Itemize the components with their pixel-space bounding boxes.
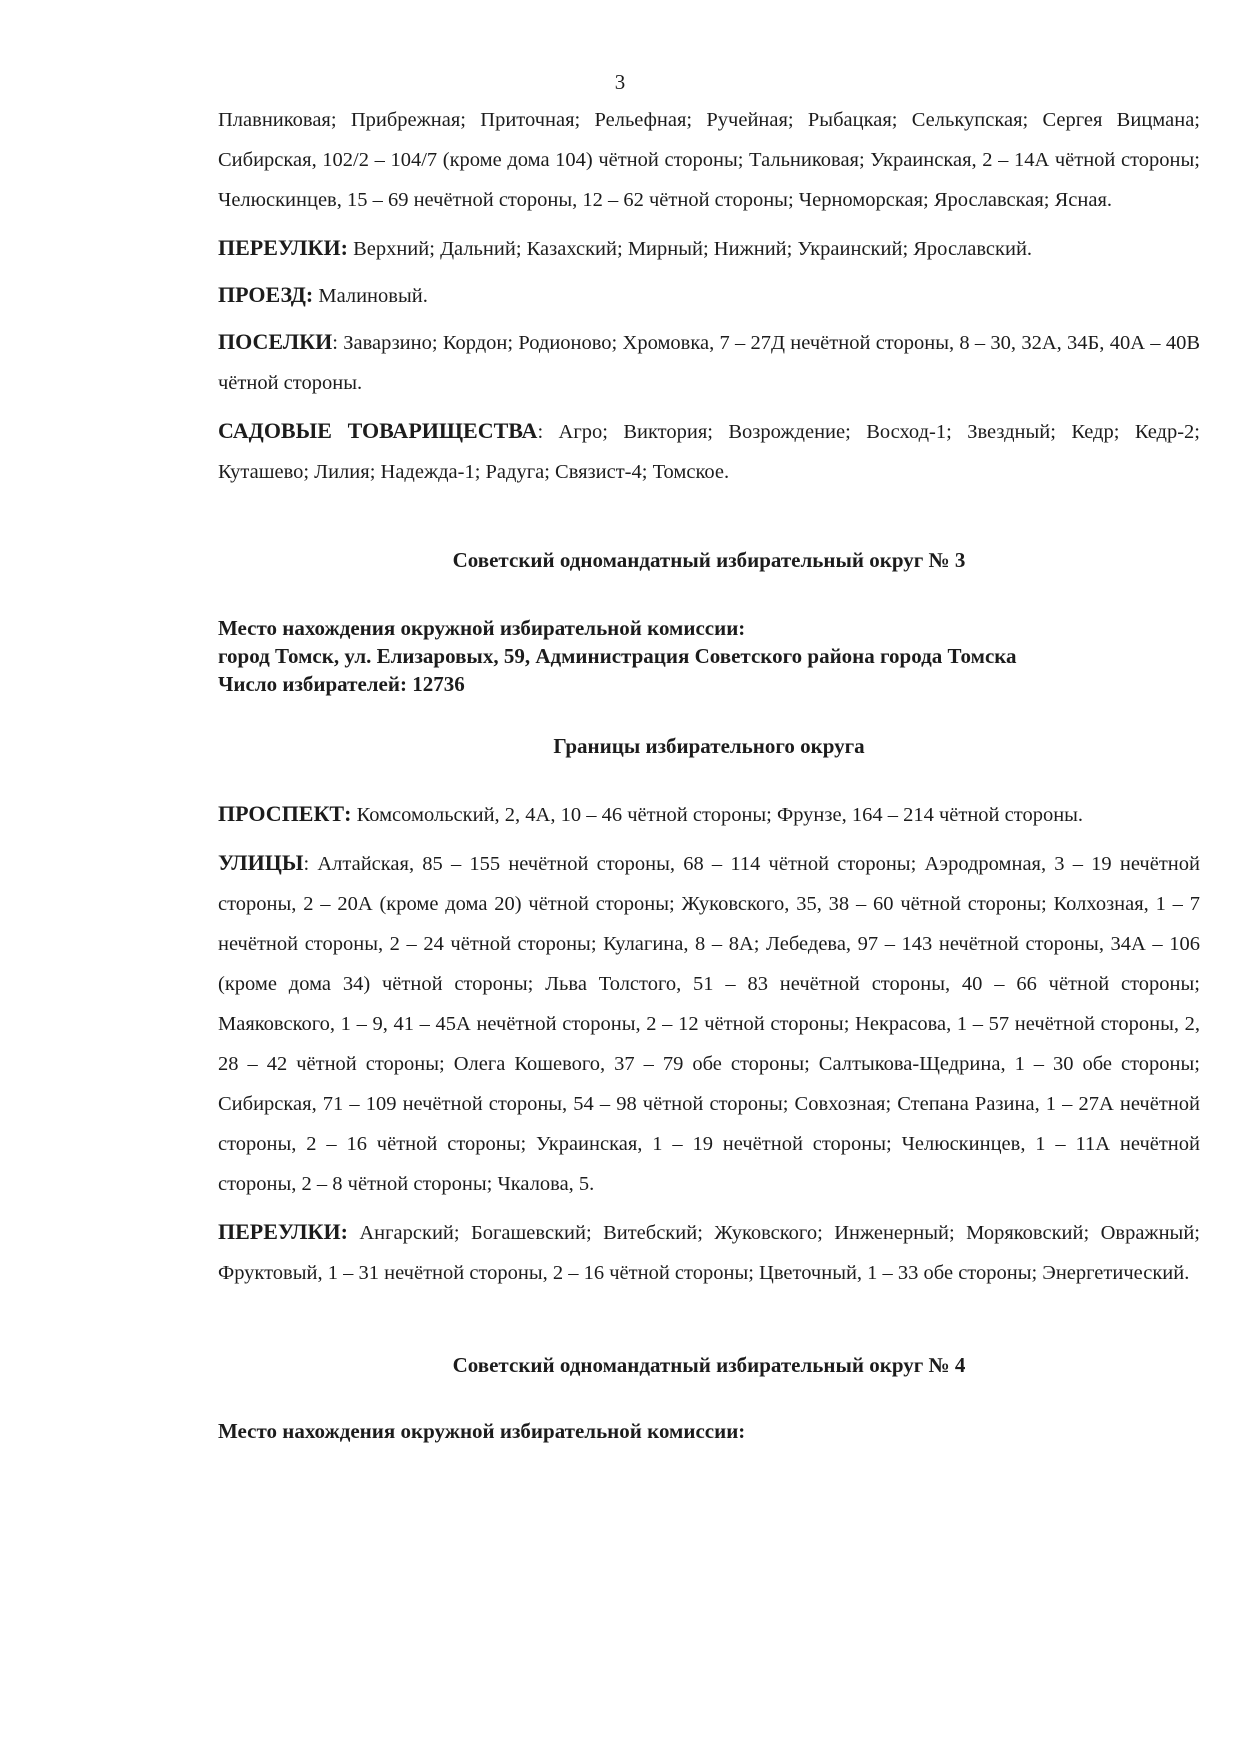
- district-3-lanes-text: Ангарский; Богашевский; Витебский; Жуковского; Инженерный; Моряковский; Овражный; Фруктовый, 1 – 31 нечётной стороны, 2 – 16 чётной стороны; Цветочный, 1 – 33 обе стороны; Энергетический.: [218, 1222, 1200, 1284]
- gardens-label: САДОВЫЕ ТОВАРИЩЕСТВА: [218, 418, 538, 443]
- district-3-avenue-paragraph: [218, 794, 1200, 835]
- district-3-boundaries-title: Границы избирательного округа: [553, 734, 865, 758]
- settlements-text: : Заварзино; Кордон; Родионово; Хромовка, 7 – 27Д нечётной стороны, 8 – 30, 32А, 34Б, 40А – 40В чётной стороны.: [218, 332, 1200, 394]
- gardens-text: : Агро; Виктория; Возрождение; Восход-1; Звездный; Кедр; Кедр-2; Куташево; Лилия; Надежда-1; Радуга; Связист-4; Томское.: [218, 421, 1200, 483]
- gardens-paragraph: [218, 411, 1200, 492]
- district-4-commission-label: Место нахождения окружной избирательной комиссии:: [218, 1419, 746, 1443]
- district-3-commission-address: город Томск, ул. Елизаровых, 59, Администрация Советского района города Томска: [218, 644, 1017, 668]
- page-number: 3: [614, 70, 626, 94]
- district-3-lanes-label: ПЕРЕУЛКИ:: [218, 1219, 348, 1244]
- lanes-text: Верхний; Дальний; Казахский; Мирный; Нижний; Украинский; Ярославский.: [347, 238, 1033, 260]
- district-4-title: Советский одномандатный избирательный округ № 4: [452, 1353, 966, 1377]
- passage-paragraph: [218, 275, 1200, 316]
- district-3-lanes-paragraph: [218, 1212, 1200, 1293]
- lanes-label: ПЕРЕУЛКИ:: [218, 235, 348, 260]
- streets-continuation: Плавниковая; Прибрежная; Приточная; Рельефная; Ручейная; Рыбацкая; Селькупская; Сергея Вицмана; Сибирская, 102/2 – 104/7 (кроме дома 104) чётной стороны; Тальниковая; Украинская, 2 – 14А чётной стороны; Челюскинцев, 15 – 69 нечётной стороны, 12 – 62 чётной стороны; Черноморская; Ярославская; Ясная.: [218, 109, 1200, 211]
- avenue-label: ПРОСПЕКТ:: [218, 801, 352, 826]
- passage-label: ПРОЕЗД:: [218, 282, 314, 307]
- district-3-commission-label: Место нахождения окружной избирательной комиссии:: [218, 616, 746, 640]
- district-3-title: Советский одномандатный избирательный округ № 3: [452, 548, 966, 572]
- streets-text: : Алтайская, 85 – 155 нечётной стороны, 68 – 114 чётной стороны; Аэродромная, 3 – 19 нечётной стороны, 2 – 20А (кроме дома 20) чётной стороны; Жуковского, 35, 38 – 60 чётной стороны; Колхозная, 1 – 7 нечётной стороны, 2 – 24 чётной стороны; Кулагина, 8 – 8А; Лебедева, 97 – 143 нечётной стороны, 34А – 106 (кроме дома 34) чётной стороны; Льва Толстого, 51 – 83 нечётной стороны, 40 – 66 чётной стороны; Маяковского, 1 – 9, 41 – 45А нечётной стороны, 2 – 12 чётной стороны; Некрасова, 1 – 57 нечётной стороны, 2, 28 – 42 чётной стороны; Олега Кошевого, 37 – 79 обе стороны; Салтыкова-Щедрина, 1 – 30 обе стороны; Сибирская, 71 – 109 нечётной стороны, 54 – 98 чётной стороны; Совхозная; Степана Разина, 1 – 27А нечётной стороны, 2 – 16 чётной стороны; Украинская, 1 – 19 нечётной стороны; Челюскинцев, 1 – 11А нечётной стороны, 2 – 8 чётной стороны; Чкалова, 5.: [218, 853, 1200, 1195]
- lanes-paragraph: [218, 228, 1200, 269]
- passage-text: Малиновый.: [313, 285, 428, 307]
- streets-label: УЛИЦЫ: [218, 850, 304, 875]
- district-3-voters: Число избирателей: 12736: [218, 672, 465, 696]
- page-content: [218, 100, 1200, 1445]
- district-3-streets-paragraph: [218, 843, 1200, 1204]
- settlements-label: ПОСЕЛКИ: [218, 329, 333, 354]
- settlements-paragraph: [218, 322, 1200, 403]
- avenue-text: Комсомольский, 2, 4А, 10 – 46 чётной стороны; Фрунзе, 164 – 214 чётной стороны.: [351, 804, 1084, 826]
